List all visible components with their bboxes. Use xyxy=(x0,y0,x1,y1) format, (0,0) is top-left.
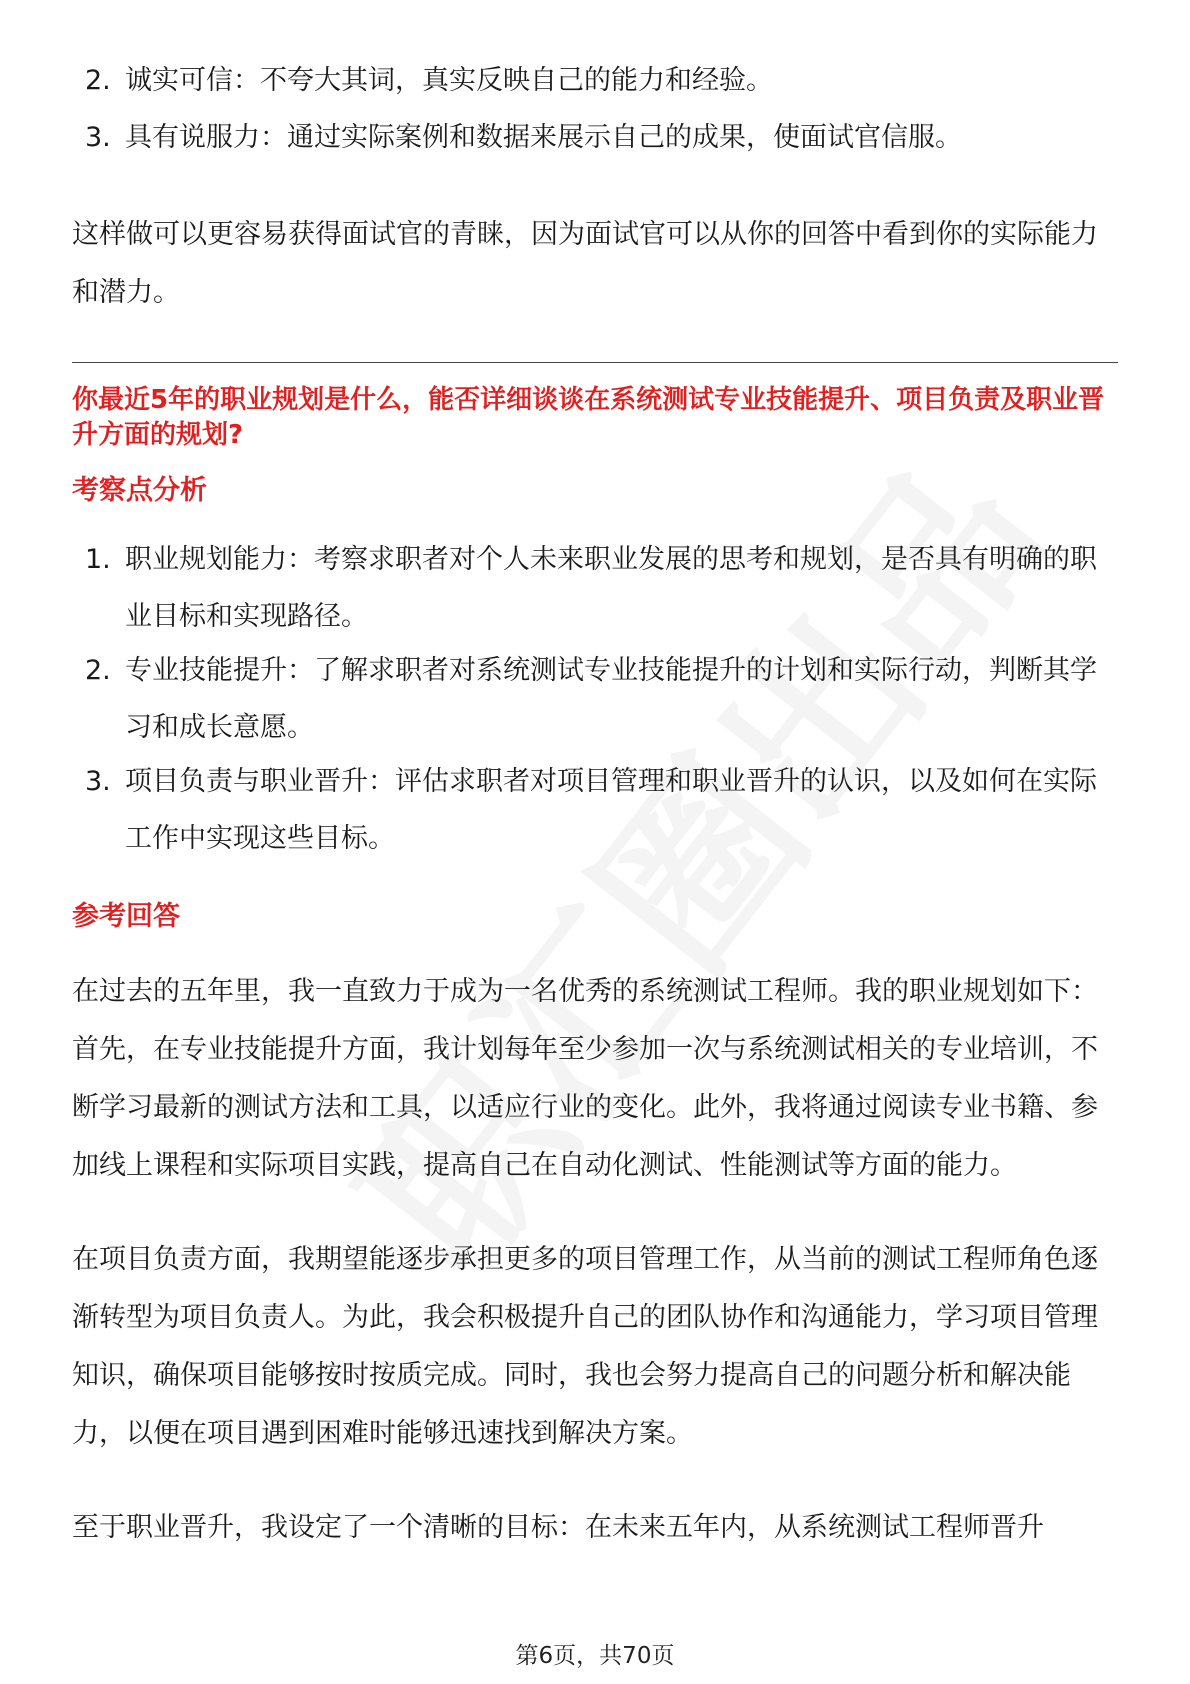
list-number: 2. xyxy=(85,655,111,686)
analysis-list xyxy=(72,531,1118,867)
answer-paragraph: 至于职业晋升，我设定了一个清晰的目标：在未来五年内，从系统测试工程师晋升 xyxy=(72,1512,1044,1543)
list-text: 诚实可信：不夸大其词，真实反映自己的能力和经验。 xyxy=(125,65,773,96)
list-text: 专业技能提升：了解求职者对系统测试专业技能提升的计划和实际行动，判断其学习和成长意愿。 xyxy=(125,655,1097,743)
list-item xyxy=(72,531,1118,645)
list-text: 职业规划能力：考察求职者对个人未来职业发展的思考和规划，是否具有明确的职业目标和实现路径。 xyxy=(125,544,1097,632)
list-item xyxy=(72,109,1118,166)
answer-heading: 参考回答 xyxy=(72,901,180,932)
list-number: 2. xyxy=(85,65,111,96)
intro-paragraph: 这样做可以更容易获得面试官的青睐，因为面试官可以从你的回答中看到你的实际能力和潜力。 xyxy=(72,219,1098,308)
list-number: 1. xyxy=(85,544,111,575)
list-text: 项目负责与职业晋升：评估求职者对项目管理和职业晋升的认识，以及如何在实际工作中实现这些目标。 xyxy=(125,766,1097,854)
list-number: 3. xyxy=(85,122,111,153)
question-title: 你最近5年的职业规划是什么，能否详细谈谈在系统测试专业技能提升、项目负责及职业晋升方面的规划? xyxy=(72,385,1105,450)
page-content xyxy=(72,52,1118,1557)
answer-paragraph: 在过去的五年里，我一直致力于成为一名优秀的系统测试工程师。我的职业规划如下：首先，在专业技能提升方面，我计划每年至少参加一次与系统测试相关的专业培训，不断学习最新的测试方法和工具，以适应行业的变化。此外，我将通过阅读专业书籍、参加线上课程和实际项目实践，提高自己在自动化测试、性能测试等方面的能力。 xyxy=(72,976,1098,1181)
list-text: 具有说服力：通过实际案例和数据来展示自己的成果，使面试官信服。 xyxy=(125,122,962,153)
section-divider xyxy=(72,362,1118,363)
list-item xyxy=(72,753,1118,867)
top-list xyxy=(72,52,1118,166)
list-item xyxy=(72,52,1118,109)
list-item xyxy=(72,642,1118,756)
page-footer: 第6页，共70页 xyxy=(515,1643,675,1669)
list-number: 3. xyxy=(85,766,111,797)
analysis-heading: 考察点分析 xyxy=(72,475,207,506)
answer-paragraph: 在项目负责方面，我期望能逐步承担更多的项目管理工作，从当前的测试工程师角色逐渐转型为项目负责人。为此，我会积极提升自己的团队协作和沟通能力，学习项目管理知识，确保项目能够按时按质完成。同时，我也会努力提高自己的问题分析和解决能力，以便在项目遇到困难时能够迅速找到解决方案。 xyxy=(72,1244,1098,1449)
